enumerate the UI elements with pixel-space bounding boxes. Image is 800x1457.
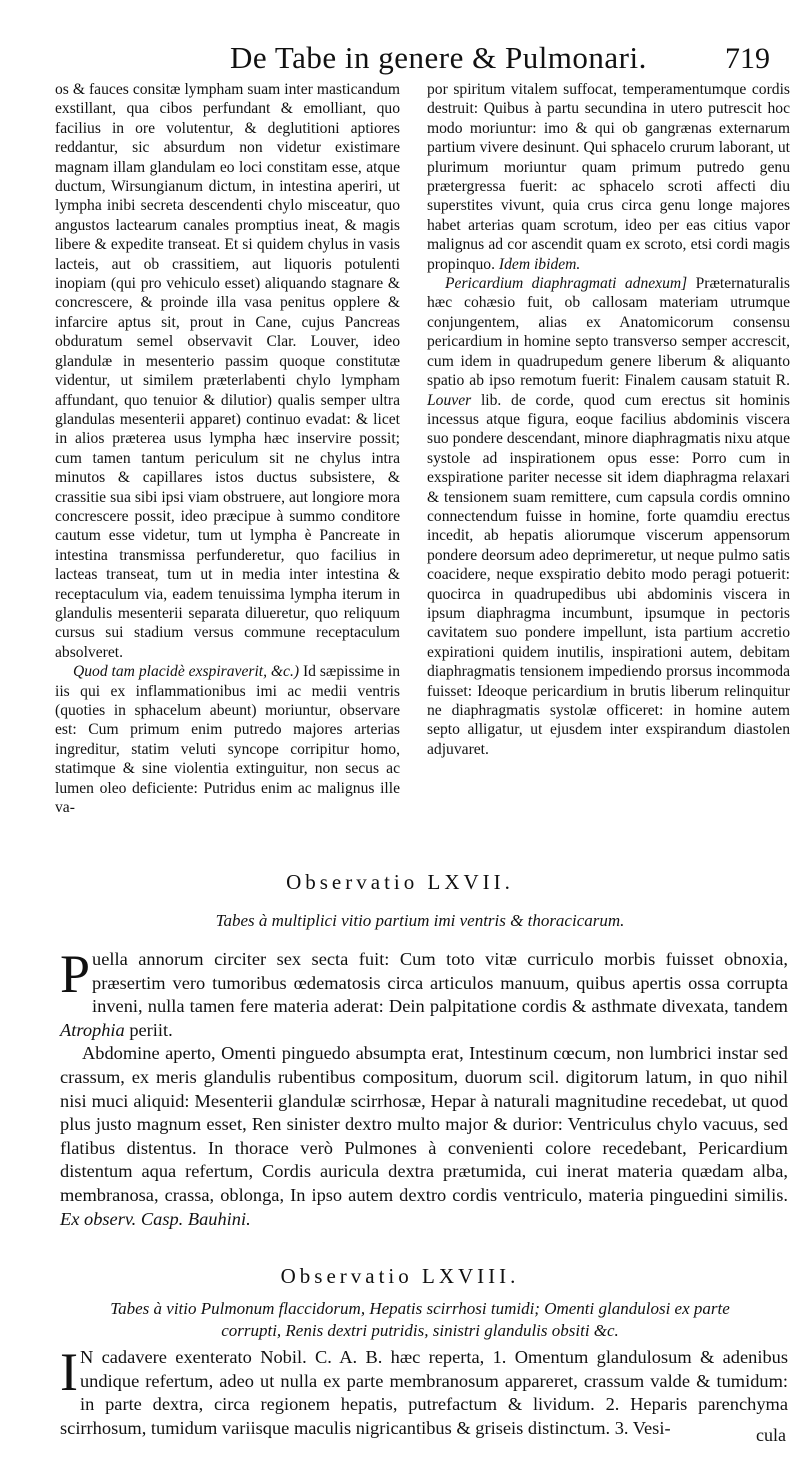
right-paragraph-2-text-b: lib. de corde, quod cum erectus sit hominis incessus atque figura, eoque facilius abdominis viscera suo pondere descendant, minore diaphragmatis nixu atque systole ad inspirationem opus esse: Porro cum in exspiratione pariter necesse sit idem diaphragma relaxari & tensionem suam remittere, cum capsula cordis omnino connectendum fuisse in homine, forte quamdiu erectus incedit, ab hepatis aliorumque viscerum appensorum pondere deorsum adeo deprimeretur, ut neque pulmo satis coacidere, neque exspiratio debito modo peragi potuerit: quocirca in quadrupedibus ubi abdominis viscera in ipsum diaphragma incumbunt, ipsumque in pectoris cavitatem suo pondere impellunt, ista partium accretio expirationi quidem inutilis, inspirationi autem, debitam diaphragmatis tensionem impediendo prorsus incommoda fuisset: Ideoque pericardium in brutis liberum relinquitur ne diaphragmatis systolæ officeret: in homine autem septo alligatur, ut ejusdem inter exspirandum diastolen adjuvaret. [427, 391, 790, 758]
two-column-commentary [55, 80, 790, 860]
observation-68-subtitle: Tabes à vitio Pulmonum flaccidorum, Hepatis scirrhosi tumidi; Omenti glandulosi ex parte corrupti, Renis dextri putridis, sinistri glandulis obsiti &c. [110, 1299, 730, 1340]
observation-67-paragraph-1-end: periit. [124, 1019, 173, 1040]
right-paragraph-1 [427, 80, 790, 274]
observation-67-paragraph-2-text: Abdomine aperto, Omenti pinguedo absumpta erat, Intestinum cœcum, non lumbrici instar sed crassum, ex meris glandulis rubentibus compositum, duorum scil. digitorum latum, in quo nihil nisi muci aliquid: Mesenterii glandulæ scirrhosæ, Hepar à naturali magnitudine recedebat, ut quod plus justo magnum esset, Ren sinister dextro multo major & durior: Ventriculus chylo vacuus, sed flatibus distentus. In thorace verò Pulmones à convenienti colore recedebant, Pericardium distentum aqua refertum, Cordis auricula dextra prætumida, cui inerat materia quædam alba, membranosa, crassa, oblonga, In ipso autem dextro cordis ventriculo, materia pinguedini similis. [60, 1043, 788, 1205]
source-reference: Idem ibidem. [498, 255, 581, 273]
left-paragraph-1: os & fauces consitæ lympham suam inter masticandum exstillant, qua cibos perfundant & emolliant, quo facilius in ore volutentur, & deglutitioni aptiores reddantur, sic absurdum non videtur existimare magnam illam glandulam eo loci constitam esse, atque ductum, Wirsungianum dictum, in intestina aperiri, ut lympha inibi secreta descendenti chylo misceatur, quo angustos lactearum canales promptius ineat, & magis libere & expedite transeat. Et si quidem chylus in vasis lacteis, aut ob crassitiem, aut liquoris potulenti inopiam (qui pro vehiculo esset) aliquando stagnare & concrescere, & proinde illa vasa penitus opplere & infarcire aptus sit, prout in Cane, cujus Pancreas obduratum semel observavit Clar. Louver, ideo glandulæ in mesenterio passim quoque constitutæ videntur, ut similem præterlabenti chylo lympham affundant, quo tenuior & dilutior) qualis semper ultra glandulas mesenterii apparet) continuo evadat: & licet in alios præterea usus lympha hæc inservire possit; cum tamen tantum periculum sit ne chylus intra minutos & capillares istos ductus subsistere, & crassitie sua sibi ipsi viam obstruere, aut longiore mora concrescere possit, ideo præcipue à summo conditore cautum esse videtur, tum ut lympha è Pancreate in intestina transmissa perfunderetur, quo facilius in lacteas transeat, tum ut in media inter intestina & receptaculum via, eadem tenuissima lympha iterum in glandulis mesenterii separata dilueretur, quo reliquum cursus sui stadium versus commune receptaculum absolveret. [55, 81, 400, 661]
lemma: Quod tam placidè exspiraverit, &c.) [73, 663, 300, 681]
observation-67-body [60, 944, 788, 1231]
observation-67-paragraph-1-text: uella annorum circiter sex secta fuit: Cum toto vitæ curriculo morbis fuisset obnoxia, præsertim vero tumoribus œdematosis circa articulos manuum, quibus apertis ossa corrupta inveni, nulla tamen fere materia aderat: Dein palpitatione cordis & asthmate divexata, tandem [92, 949, 788, 1017]
observation-68-paragraph-1-text: N cadavere exenterato Nobil. C. A. B. hæc reperta, 1. Omentum glandulosum & adenibus undique refertum, adeo ut nulla ex parte membranosum appareret, crassum valde & tumidum: in parte dextra, circa regionem hepatis, putrefactum & lividum. 2. Heparis parenchyma scirrhosum, tumidum variisque maculis nigricantibus & griseis distinctum. 3. Vesi- [60, 1347, 788, 1438]
left-paragraph-2-text: Id sæpissime in iis qui ex inflammationibus imi ac medii ventris (quoties in sphacelum abeunt) moriuntur, observare est: Cum primum enim putredo majores arterias ingreditur, statim veluti syncope corripitur homo, statimque & sine violentia extinguitur, non secus ac lumen oleo deficiente: Putridus enim ac malignus ille va- [55, 663, 400, 817]
drop-cap: I [60, 1342, 78, 1402]
observation-67-title: Observatio LXVII. [286, 870, 514, 894]
page-header [50, 40, 770, 80]
observation-68-title: Observatio LXVIII. [280, 1264, 520, 1288]
right-paragraph-2-text: Præternaturalis hæc cohæsio fuit, ob callosam materiam utrumque conjungentem, alias ex Anatomicorum consensu pericardium in homine septo transverso semper accrescit, cum idem in quadrupedum genere liberum & aliquanto spatio ab ipso remotum fuerit: Finalem causam statuit R. [427, 275, 790, 390]
left-paragraph-2 [55, 662, 400, 817]
catchword: cula [756, 1425, 786, 1445]
right-paragraph-1-text: por spiritum vitalem suffocat, temperamentumque cordis destruit: Quibus à partu secundina in utero putrescit hoc modo moriuntur: imo & qui ob gangrænas externarum partium vivere desinunt. Qui sphacelo crurum laborant, ut plurimum moriuntur quam primum putredo genu prætergressa fuerit: ac sphacelo scroti affecti diu superstites vivunt, quia crus circa genu longe majores habet arterias quam scrotum, ideo per eas citius vapor malignus ad cor ascendit quam ex scroto, etsi cordi magis propinquo. [427, 81, 790, 273]
source-reference: Ex observ. Casp. Bauhini. [60, 1208, 251, 1229]
right-column [427, 80, 790, 759]
observation-67-paragraph-1 [60, 944, 788, 1042]
right-paragraph-2 [427, 274, 790, 759]
drop-cap: P [60, 944, 91, 1004]
author-name: Louver [427, 391, 472, 409]
observation-67-subtitle: Tabes à multiplici vitio partium imi ventris & thoracicarum. [215, 911, 625, 930]
observation-67-paragraph-2 [60, 1042, 788, 1231]
observation-68-paragraph-1 [60, 1342, 788, 1440]
page-number: 719 [725, 42, 770, 75]
observation-68-body [60, 1342, 788, 1440]
left-column [55, 80, 400, 817]
running-head: De Tabe in genere & Pulmonari. [230, 40, 647, 75]
lemma: Pericardium diaphragmati adnexum] [445, 275, 688, 293]
disease-name: Atrophia [60, 1019, 125, 1040]
